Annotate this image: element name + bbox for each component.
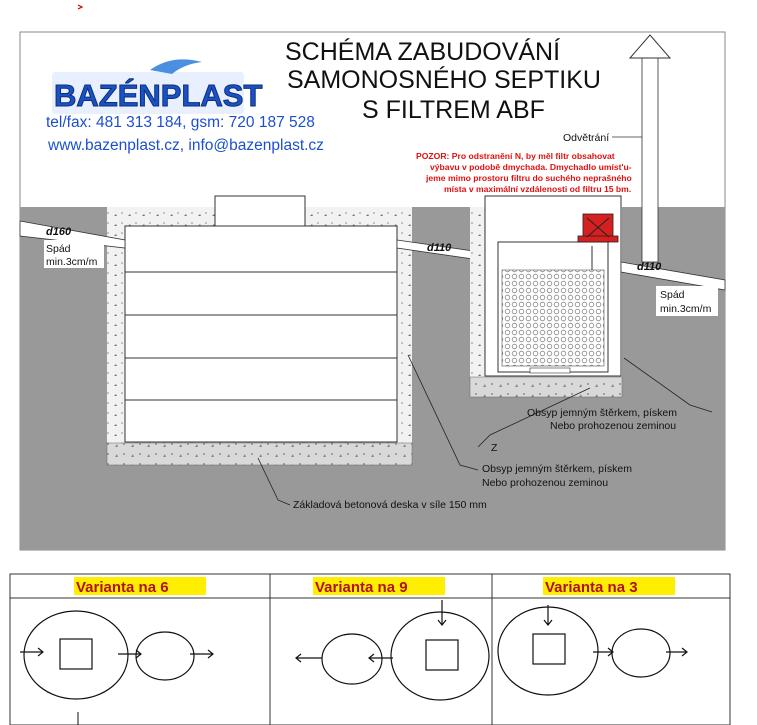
blower-cap <box>578 236 618 242</box>
warning-line: jeme mimo prostoru filtru do suchého neprašného <box>426 173 632 183</box>
warning-line: místa v maximální vzdálenosti od filtru 15 bm. <box>444 184 632 194</box>
vent-pipe <box>642 58 658 262</box>
pipe-label-outlet: d110 <box>637 261 662 273</box>
tank-access-shaft <box>215 196 305 226</box>
variant-label-3: Varianta na 3 <box>545 579 638 596</box>
right-base-slab <box>470 377 622 397</box>
backfill-left-line1: Obsyp jemným štěrkem, pískem <box>482 463 632 475</box>
pipe-label-middle: d110 <box>427 242 452 254</box>
base-right-label: Z <box>491 442 498 454</box>
title-line2: SAMONOSNÉHO SEPTIKU <box>287 66 601 94</box>
variants-table <box>10 574 730 725</box>
slope-left-label: Spád <box>46 243 71 255</box>
svg-text:BAZÉNPLAST: BAZÉNPLAST <box>54 78 263 113</box>
slope-left-value: min.3cm/m <box>46 256 98 268</box>
variant-label-9: Varianta na 9 <box>315 579 408 596</box>
base-left-label: Základová betonová deska v síle 150 mm <box>293 499 487 511</box>
filter-media <box>502 270 604 366</box>
corner-mark <box>78 5 82 9</box>
slope-right-value: min.3cm/m <box>660 303 712 315</box>
pipe-label-inlet: d160 <box>46 226 72 238</box>
variant-label-6: Varianta na 6 <box>76 579 169 596</box>
title-line1: SCHÉMA ZABUDOVÁNÍ <box>285 38 561 66</box>
backfill-right-line2: Nebo prohozenou zeminou <box>550 420 677 432</box>
contact-phone: tel/fax: 481 313 184, gsm: 720 187 528 <box>46 114 315 131</box>
vent-label: Odvětrání <box>563 132 610 144</box>
contact-web: www.bazenplast.cz, info@bazenplast.cz <box>48 137 324 154</box>
backfill-right-line1: Obsyp jemným štěrkem, pískem <box>527 407 677 419</box>
warning-line: POZOR: Pro odstranění N, by měl filtr obsahovat <box>416 151 615 161</box>
warning-line: výbavu v podobě dmychada. Dmychadlo umíst'u- <box>430 162 632 172</box>
filter-bottom-plate <box>530 368 570 373</box>
title-line3: S FILTREM ABF <box>362 96 545 124</box>
backfill-left-line2: Nebo prohozenou zeminou <box>482 477 609 489</box>
septic-tank <box>125 226 397 442</box>
slope-right-label: Spád <box>660 289 685 301</box>
